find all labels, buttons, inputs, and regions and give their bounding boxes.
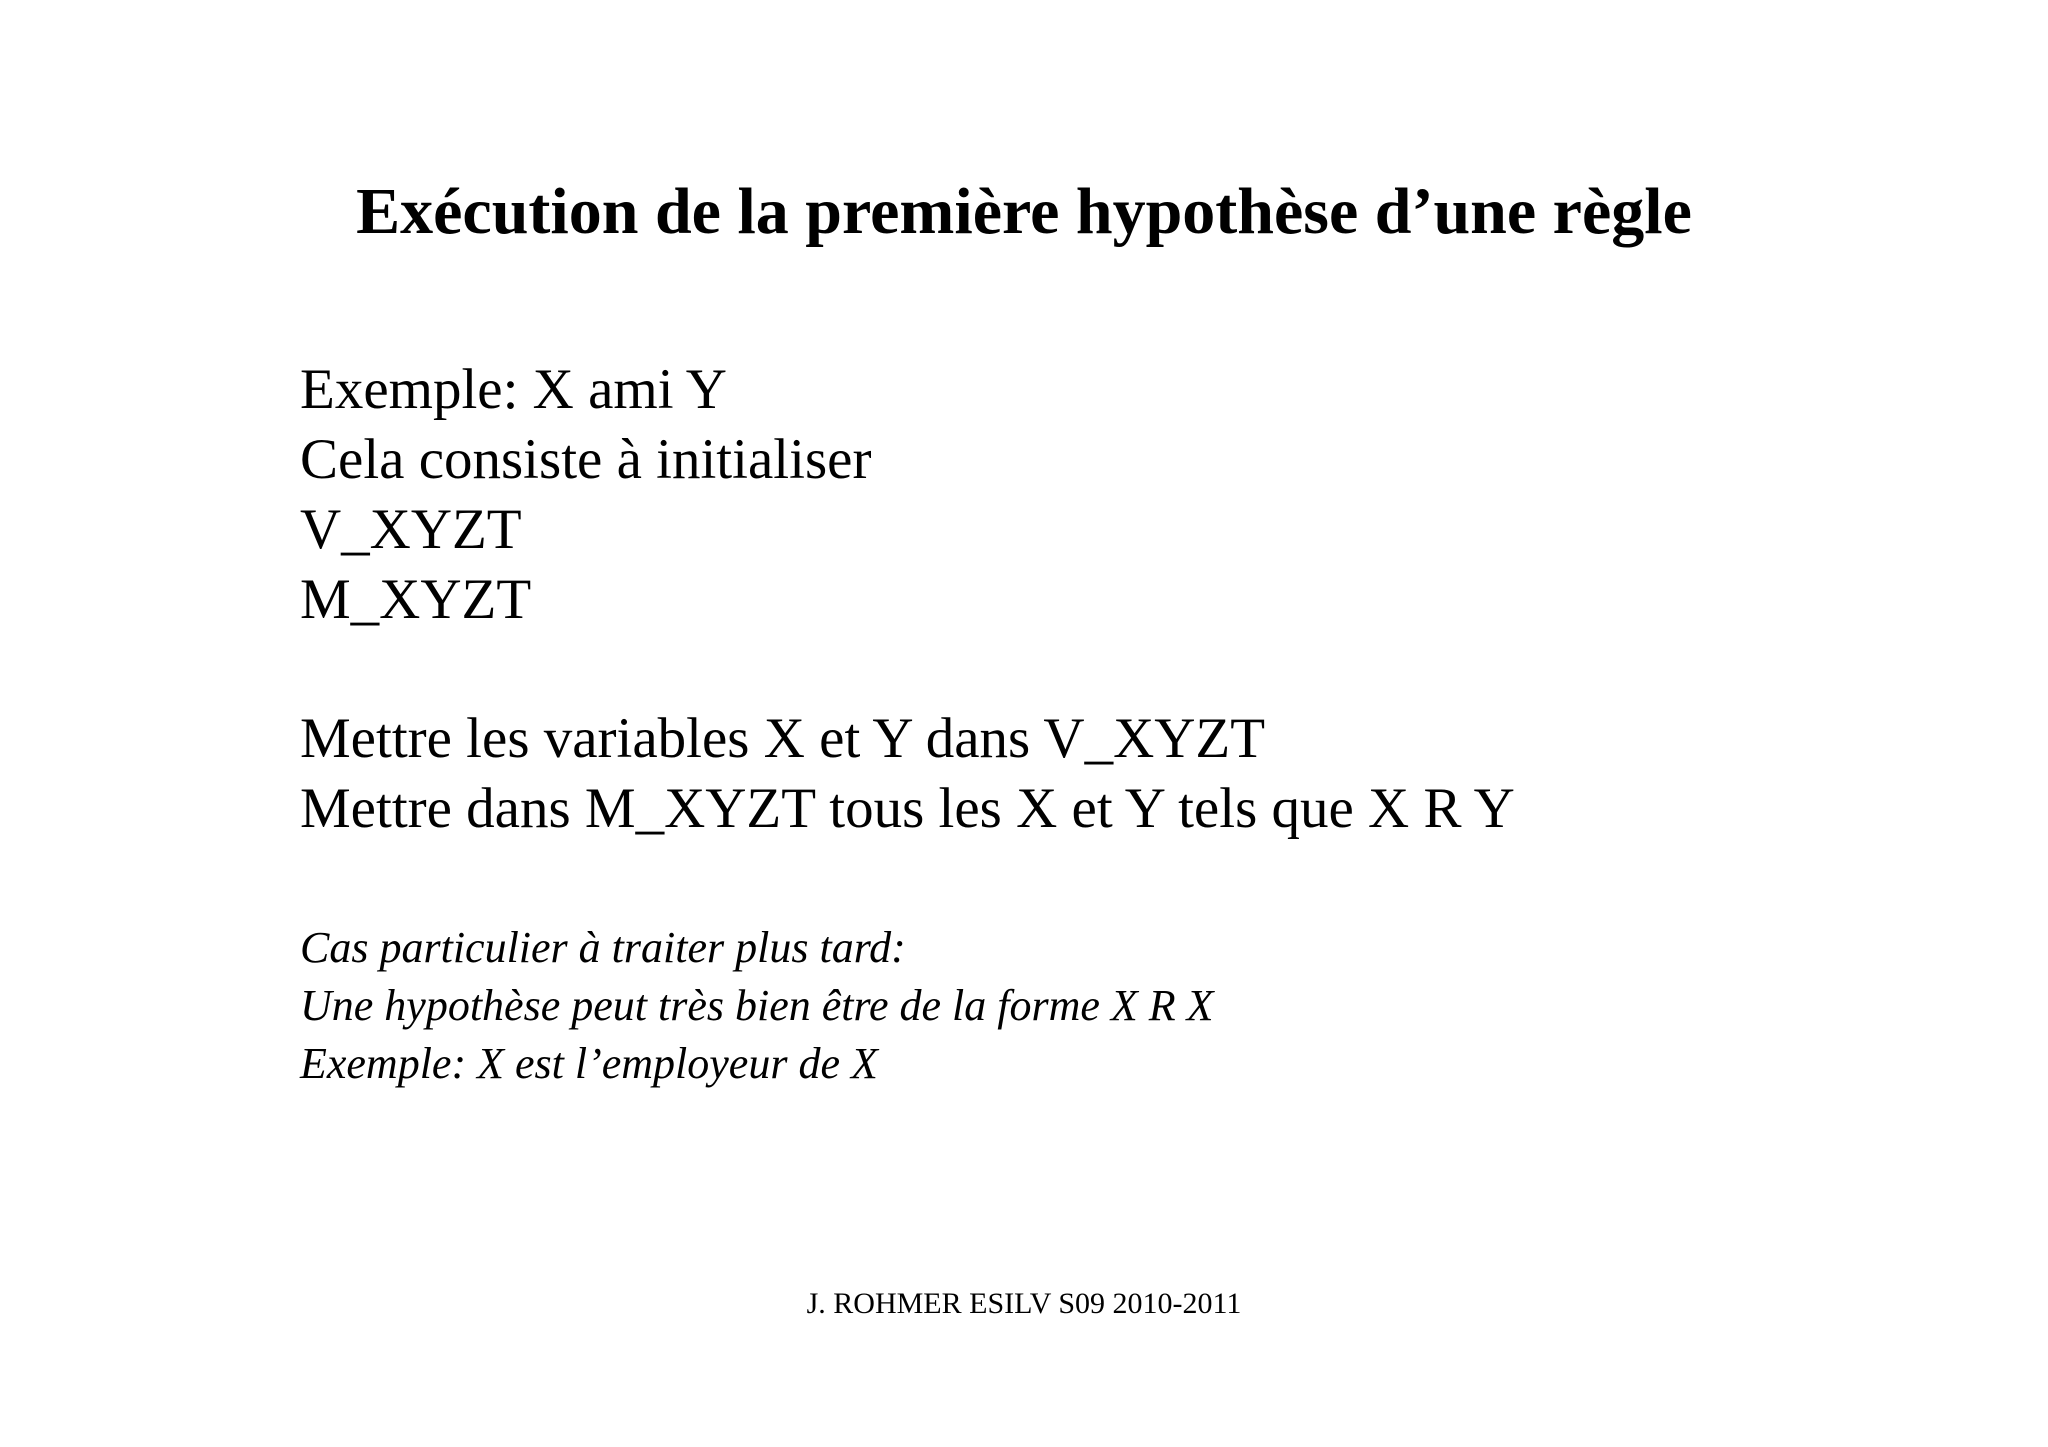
- example-line: Exemple: X ami Y: [300, 358, 727, 421]
- m-xyzt-line: M_XYZT: [300, 568, 532, 631]
- instruction-line-2: Mettre dans M_XYZT tous les X et Y tels que X R Y: [300, 777, 1515, 840]
- instruction-line-1: Mettre les variables X et Y dans V_XYZT: [300, 707, 1266, 770]
- v-xyzt-line: V_XYZT: [300, 498, 522, 561]
- note-line-1: Cas particulier à traiter plus tard:: [300, 923, 906, 972]
- note-line-2: Une hypothèse peut très bien être de la forme X R X: [300, 981, 1214, 1030]
- note-line-3: Exemple: X est l’employeur de X: [300, 1039, 878, 1088]
- special-case-note: [300, 919, 1214, 1093]
- instructions-block: [300, 704, 1515, 844]
- example-block: [300, 355, 871, 635]
- initialize-line: Cela consiste à initialiser: [300, 428, 872, 491]
- slide-footer: J. ROHMER ESILV S09 2010-2011: [806, 1287, 1242, 1320]
- slide-title: Exécution de la première hypothèse d’une règle: [356, 175, 1692, 248]
